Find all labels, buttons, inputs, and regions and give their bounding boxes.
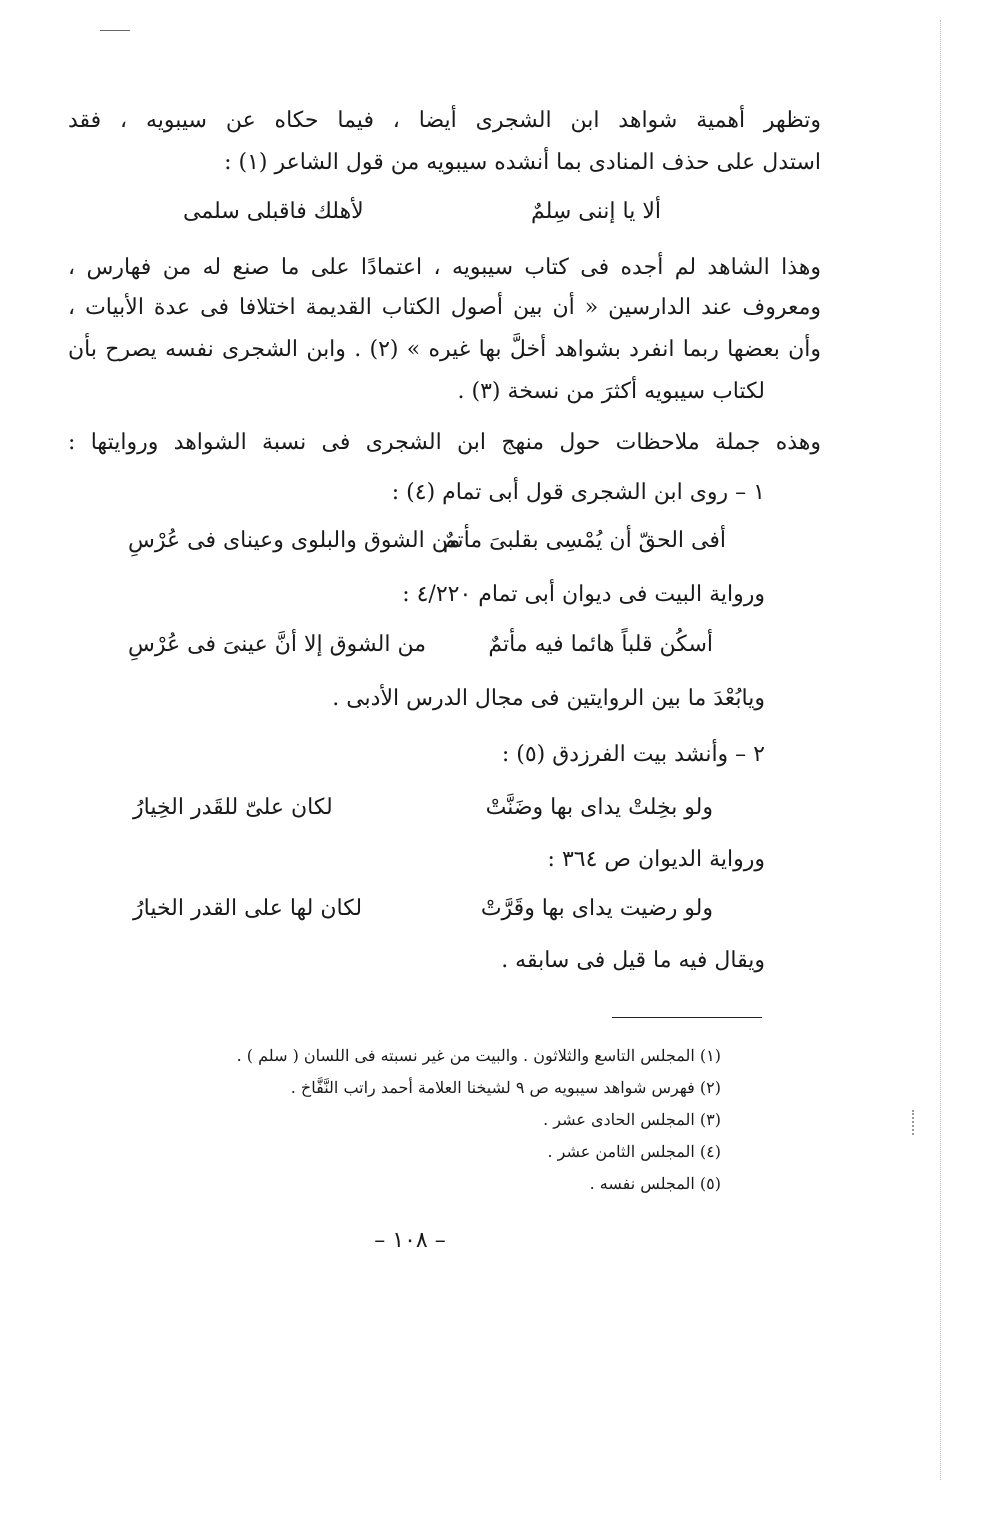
paragraph-2-line-2: ومعروف عند الدارسين « أن بين أصول الكتاب القديمة اختلافا فى عدة الأبيات ، xyxy=(68,295,821,320)
paragraph-2-line-4: لكتاب سيبويه أكثرَ من نسخة (٣) . xyxy=(457,379,765,404)
item-1-variant-intro: ورواية البيت فى ديوان أبى تمام ٤/٢٢٠ : xyxy=(402,582,765,607)
footnote-1: (١) المجلس التاسع والثلاثون . والبيت من غير نسبته فى اللسان ( سلم ) . xyxy=(236,1046,721,1065)
item-2-intro: ٢ – وأنشد بيت الفرزدق (٥) : xyxy=(501,742,765,767)
item-2-variant-intro: ورواية الديوان ص ٣٦٤ : xyxy=(547,847,765,872)
item-2-note: ويقال فيه ما قيل فى سابقه . xyxy=(501,948,765,973)
item-1-intro: ١ – روى ابن الشجرى قول أبى تمام (٤) : xyxy=(391,480,765,505)
verse-1-second-hemistich: لأهلك فاقبلى سلمى xyxy=(183,199,364,224)
footnote-4: (٤) المجلس الثامن عشر . xyxy=(547,1142,721,1161)
verse-2-first-hemistich: أفى الحقّ أن يُمْسِى بقلبىَ مأتمٌ xyxy=(442,528,726,553)
footnote-separator xyxy=(612,1017,762,1018)
verse-5-first-hemistich: ولو رضيت يداى بها وقَرَّتْ xyxy=(480,896,713,921)
paragraph-3: وهذه جملة ملاحظات حول منهج ابن الشجرى فى نسبة الشواهد وروايتها : xyxy=(68,430,821,455)
verse-5-second-hemistich: لكان لها على القدر الخيارُ xyxy=(133,896,363,921)
page-number: – ١٠٨ – xyxy=(374,1228,446,1253)
verse-4-second-hemistich: لكان علىّ للقَدر الخِيارُ xyxy=(133,795,333,820)
verse-3-second-hemistich: من الشوق إلا أنَّ عينىَ فى عُرْسِ xyxy=(128,632,427,657)
scan-edge xyxy=(940,20,941,1480)
paragraph-1-line-1: وتظهر أهمية شواهد ابن الشجرى أيضا ، فيما حكاه عن سيبويه ، فقد xyxy=(68,108,821,133)
paragraph-2-line-3: وأن بعضها ربما انفرد بشواهد أخلَّ بها غيره » (٢) . وابن الشجرى نفسه يصرح بأن xyxy=(68,337,821,362)
verse-2-second-hemistich: من الشوق والبلوى وعيناى فى عُرْسِ xyxy=(128,528,461,553)
footnote-5: (٥) المجلس نفسه . xyxy=(589,1174,721,1193)
verse-3-first-hemistich: أسكُن قلباً هائما فيه مأتمٌ xyxy=(488,632,713,657)
footnote-3: (٣) المجلس الحادى عشر . xyxy=(543,1110,721,1129)
paragraph-2-line-1: وهذا الشاهد لم أجده فى كتاب سيبويه ، اعتمادًا على ما صنع له من فهارس ، xyxy=(68,255,821,280)
paragraph-1-line-2: استدل على حذف المنادى بما أنشده سيبويه من قول الشاعر (١) : xyxy=(224,150,821,175)
item-1-note: ويابُعْدَ ما بين الروايتين فى مجال الدرس الأدبى . xyxy=(332,686,765,711)
scan-edge-mark xyxy=(912,1110,914,1135)
verse-4-first-hemistich: ولو بخِلتْ يداى بها وضَنَّتْ xyxy=(485,795,713,820)
scan-mark xyxy=(100,30,130,31)
footnote-2: (٢) فهرس شواهد سيبويه ص ٩ لشيخنا العلامة أحمد راتب النَّفَّاخ . xyxy=(290,1078,721,1097)
verse-1-first-hemistich: ألا يا إننى سِلمٌ xyxy=(530,199,661,224)
